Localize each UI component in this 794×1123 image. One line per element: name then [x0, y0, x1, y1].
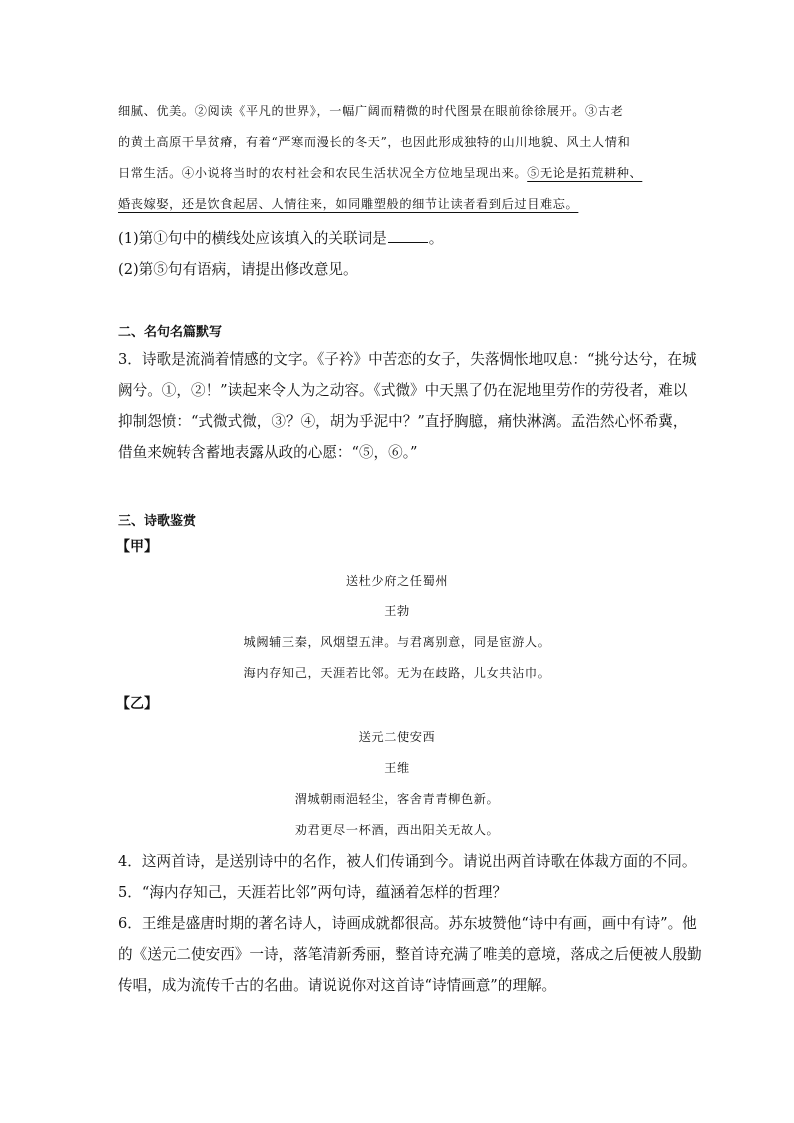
- question-6-line-1: 6．王维是盛唐时期的著名诗人，诗画成就都很高。苏东坡赞他“诗中有画，画中有诗”。他: [118, 915, 697, 932]
- question-6-line-2: 的《送元二使安西》一诗，落笔清新秀丽，整首诗充满了唯美的意境，落成之后便被人殷勤: [118, 946, 702, 963]
- answer-blank[interactable]: [388, 230, 428, 243]
- section-heading-3: 三、诗歌鉴赏: [118, 514, 197, 529]
- passage-underlined-sentence-end: 婚丧嫁娶，还是饮食起居、人情往来，如同雕塑般的细节让读者看到后过目难忘。: [118, 197, 579, 211]
- sub-question-1-text: (1)第①句中的横线处应该填入的关联词是: [118, 230, 387, 247]
- passage-line-1: 细腻、优美。②阅读《平凡的世界》，一幅广阔而精微的时代图景在眼前徐徐展开。③古老: [118, 104, 624, 118]
- question-4: 4．这两首诗，是送别诗中的名作，被人们传诵到今。请说出两首诗歌在体裁方面的不同。: [118, 853, 697, 870]
- passage-line-2: 的黄土高原干旱贫瘠，有着“严寒而漫长的冬天”，也因此形成独特的山川地貌、风土人情和: [118, 135, 631, 149]
- poem-a-author: 王勃: [384, 604, 410, 618]
- poem-b-title: 送元二使安西: [358, 730, 436, 744]
- sub-question-2: (2)第⑤句有语病，请提出修改意见。: [118, 261, 358, 278]
- passage-underlined-sentence-start: ⑤无论是拓荒耕种、: [527, 166, 643, 180]
- poem-b-author: 王维: [384, 761, 410, 775]
- poem-a-line-1: 城阙辅三秦，风烟望五津。与君离别意，同是宦游人。: [243, 635, 551, 649]
- poem-a-line-2: 海内存知己，天涯若比邻。无为在歧路，儿女共沾巾。: [243, 666, 551, 680]
- sub-question-1-end: 。: [428, 230, 444, 247]
- passage-line-3-text: 日常生活。④小说将当时的农村社会和农民生活状况全方位地呈现出来。: [118, 166, 528, 180]
- poem-b-line-2: 劝君更尽一杯酒，西出阳关无故人。: [294, 823, 500, 837]
- poem-b-label: 【乙】: [116, 696, 158, 712]
- question-3-line-2: 阙兮。①，②！”读起来令人为之动容。《式微》中天黑了仍在泥地里劳作的劳役者，难以: [118, 382, 688, 399]
- question-3-line-4: 借鱼来婉转含蓄地表露从政的心愿：“⑤，⑥。”: [118, 444, 418, 461]
- poem-a-title: 送杜少府之任蜀州: [345, 574, 449, 588]
- question-3-line-1: 3．诗歌是流淌着情感的文字。《子衿》中苦恋的女子，失落惆怅地叹息：“挑兮达兮，在城: [118, 351, 697, 368]
- question-5: 5．“海内存知己，天涯若比邻”两句诗，蕴涵着怎样的哲理？: [118, 884, 508, 901]
- poem-a-label: 【甲】: [116, 539, 158, 555]
- question-3-line-3: 抑制怨愤：“式微式微，③？④，胡为乎泥中？”直抒胸臆，痛快淋漓。孟浩然心怀希冀，: [118, 413, 688, 430]
- question-6-line-3: 传唱，成为流传千古的名曲。请说说你对这首诗“诗情画意”的理解。: [118, 977, 557, 994]
- section-heading-2: 二、名句名篇默写: [118, 325, 223, 340]
- poem-b-line-1: 渭城朝雨浥轻尘，客舍青青柳色新。: [294, 792, 500, 806]
- sub-question-1: [118, 228, 443, 250]
- passage-line-3: [118, 163, 642, 183]
